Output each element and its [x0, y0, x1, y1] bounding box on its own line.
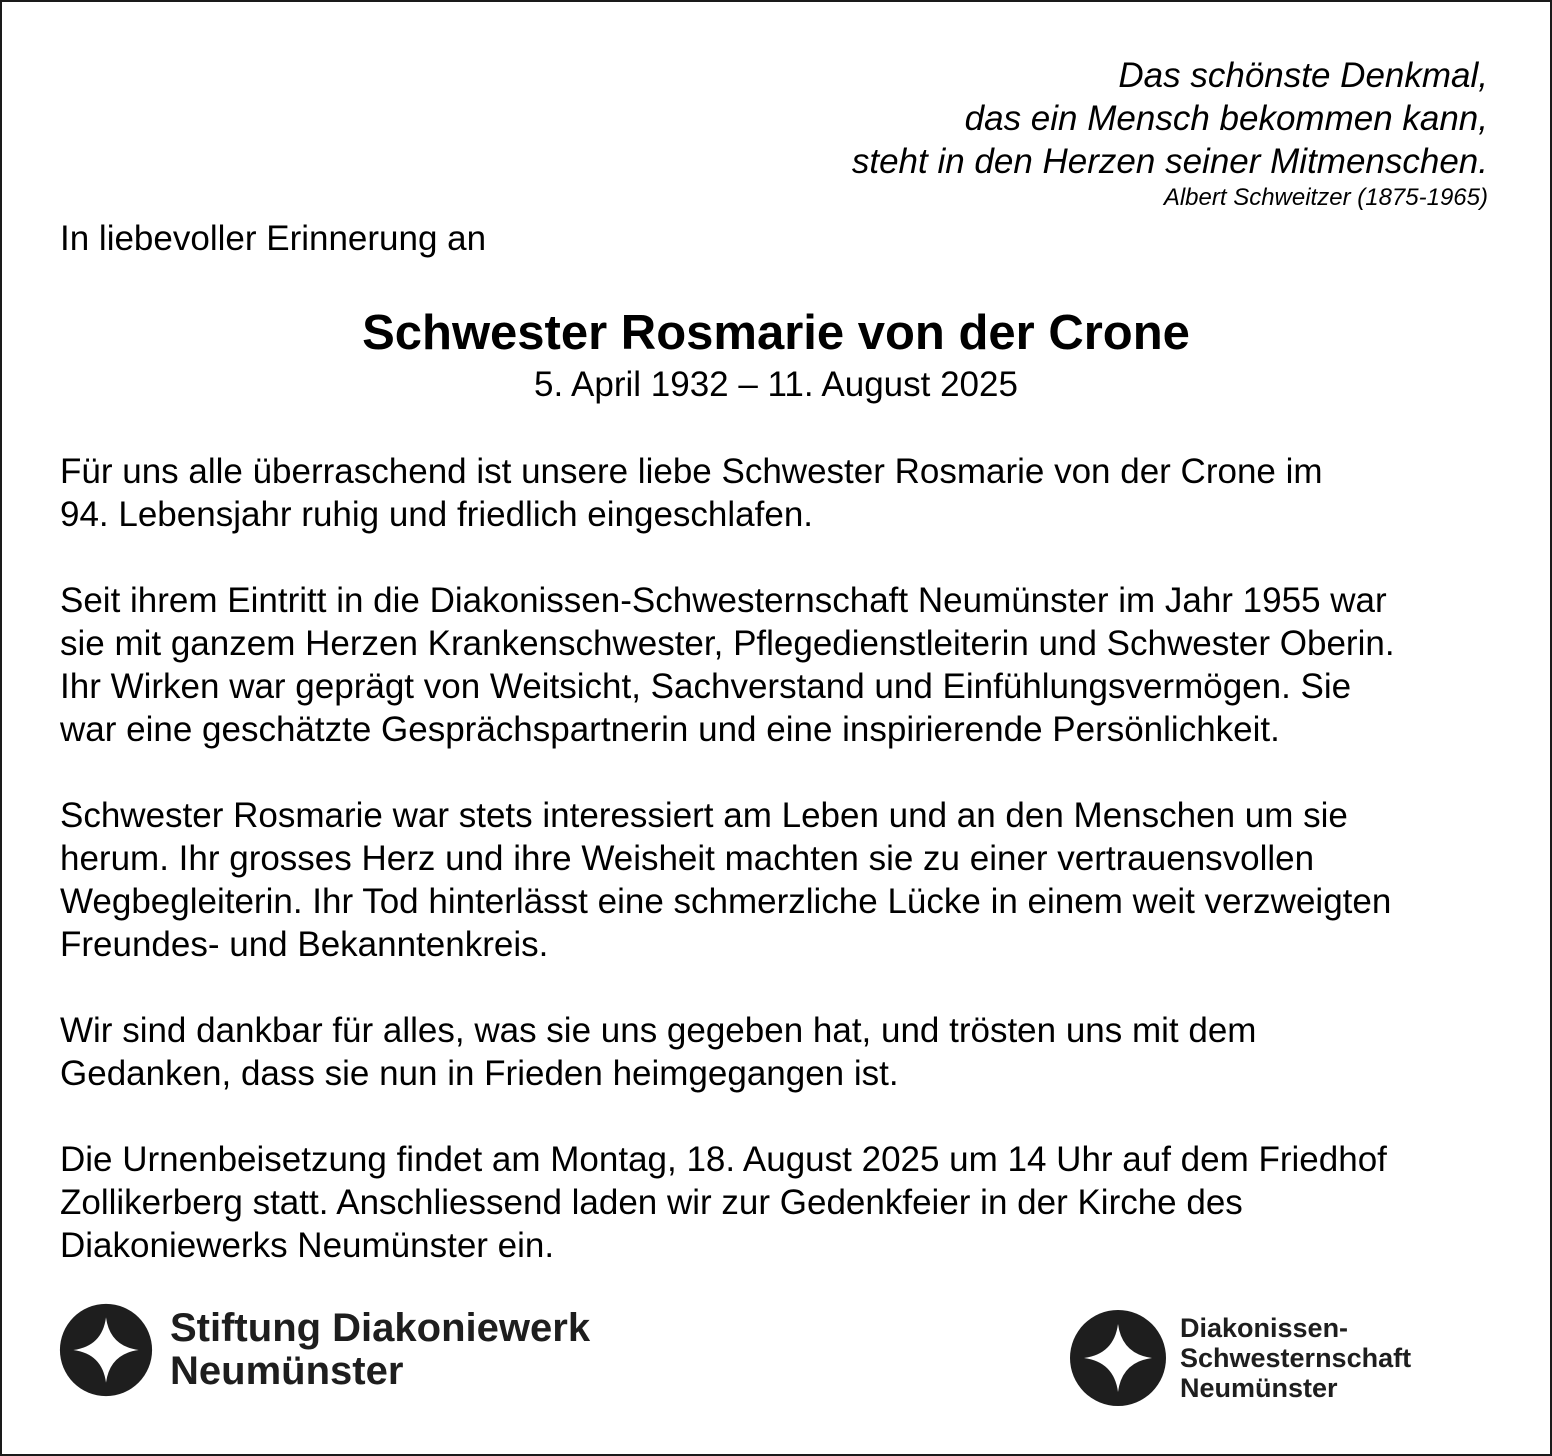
paragraph-line: Die Urnenbeisetzung findet am Montag, 18. August 2025 um 14 Uhr auf dem Friedhof: [60, 1140, 1387, 1179]
deceased-name: Schwester Rosmarie von der Crone: [362, 306, 1190, 360]
intro-text: In liebevoller Erinnerung an: [60, 219, 487, 258]
paragraph-line: Diakoniewerks Neumünster ein.: [60, 1226, 555, 1265]
paragraph: [60, 450, 1500, 536]
paragraph: [60, 579, 1500, 751]
paragraph-line: Ihr Wirken war geprägt von Weitsicht, Sachverstand und Einfühlungsvermögen. Sie: [60, 667, 1352, 706]
life-dates: 5. April 1932 – 11. August 2025: [534, 365, 1018, 404]
logo-text: [170, 1307, 590, 1393]
paragraph-line: sie mit ganzem Herzen Krankenschwester, Pflegedienstleiterin und Schwester Oberin.: [60, 624, 1395, 663]
logo-line: Schwesternschaft: [1180, 1343, 1412, 1373]
paragraph-line: Wir sind dankbar für alles, was sie uns gegeben hat, und trösten uns mit dem: [60, 1011, 1257, 1050]
diakonie-cross-icon: [58, 1302, 154, 1398]
paragraph-line: Für uns alle überraschend ist unsere liebe Schwester Rosmarie von der Crone im: [60, 452, 1323, 491]
paragraph-line: Seit ihrem Eintritt in die Diakonissen-Schwesternschaft Neumünster im Jahr 1955 war: [60, 581, 1387, 620]
diakonie-cross-icon: [1068, 1308, 1168, 1408]
paragraph-line: Schwester Rosmarie war stets interessiert am Leben und an den Menschen um sie: [60, 796, 1348, 835]
logo-stiftung-diakoniewerk: [58, 1302, 590, 1398]
quote-line: steht in den Herzen seiner Mitmenschen.: [851, 142, 1488, 181]
paragraph-line: 94. Lebensjahr ruhig und friedlich eingeschlafen.: [60, 495, 814, 534]
paragraph-line: Wegbegleiterin. Ihr Tod hinterlässt eine schmerzliche Lücke in einem weit verzweigten: [60, 882, 1392, 921]
paragraph-line: Gedanken, dass sie nun in Frieden heimgegangen ist.: [60, 1054, 899, 1093]
quote-line: das ein Mensch bekommen kann,: [964, 99, 1488, 138]
paragraph-line: Zollikerberg statt. Anschliessend laden wir zur Gedenkfeier in der Kirche des: [60, 1183, 1243, 1222]
logo-schwesternschaft: [1068, 1308, 1411, 1408]
quote-author: Albert Schweitzer (1875-1965): [1163, 184, 1488, 211]
quote-line: Das schönste Denkmal,: [1118, 56, 1488, 95]
logo-line: Stiftung Diakoniewerk: [170, 1306, 591, 1350]
quote-block: [588, 54, 1488, 213]
paragraph-line: war eine geschätzte Gesprächspartnerin und eine inspirierende Persönlichkeit.: [60, 710, 1280, 749]
paragraph-line: herum. Ihr grosses Herz und ihre Weisheit machten sie zu einer vertrauensvollen: [60, 839, 1315, 878]
logo-line: Neumünster: [1180, 1373, 1338, 1403]
notice-body: [60, 450, 1500, 1310]
paragraph-line: Freundes- und Bekanntenkreis.: [60, 925, 549, 964]
paragraph: [60, 794, 1500, 966]
logo-text: [1180, 1313, 1411, 1403]
paragraph: [60, 1009, 1500, 1095]
logo-line: Diakonissen-: [1180, 1313, 1349, 1343]
logo-line: Neumünster: [170, 1349, 404, 1393]
paragraph: [60, 1138, 1500, 1267]
